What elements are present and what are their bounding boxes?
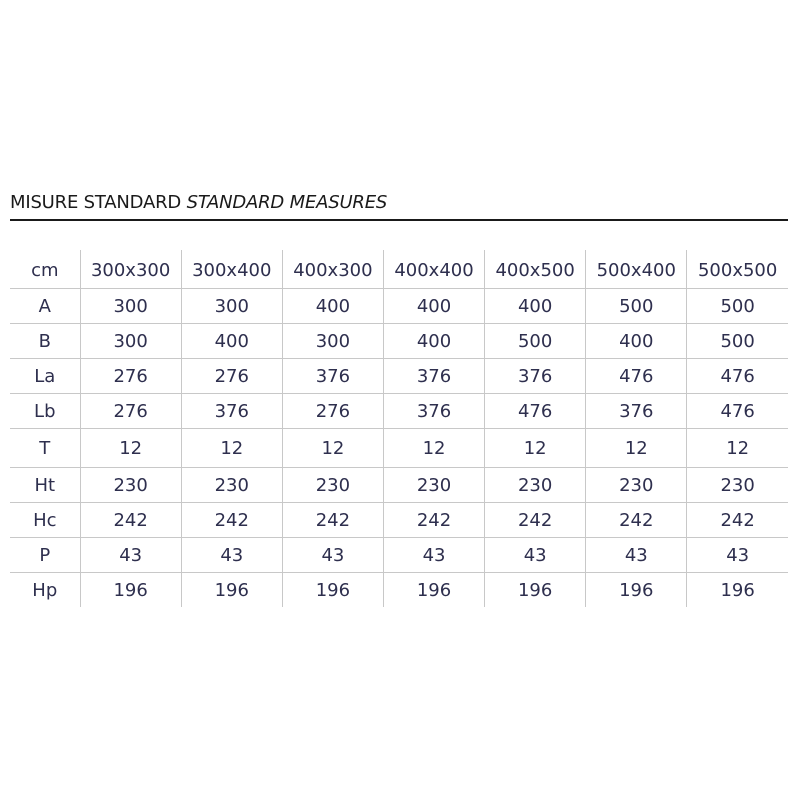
value-cell: 476: [586, 359, 687, 394]
size-header-cell: 400x400: [383, 250, 484, 289]
value-cell: 400: [181, 324, 282, 359]
row-label-cell: T: [10, 429, 80, 468]
value-cell: 230: [485, 468, 586, 503]
value-cell: 500: [485, 324, 586, 359]
value-cell: 196: [282, 573, 383, 608]
value-cell: 230: [383, 468, 484, 503]
value-cell: 242: [586, 503, 687, 538]
value-cell: 242: [383, 503, 484, 538]
value-cell: 300: [80, 324, 181, 359]
value-cell: 12: [181, 429, 282, 468]
value-cell: 276: [80, 359, 181, 394]
row-label-cell: B: [10, 324, 80, 359]
size-header-cell: 400x500: [485, 250, 586, 289]
row-label-cell: Ht: [10, 468, 80, 503]
value-cell: 376: [282, 359, 383, 394]
table-row: [10, 324, 788, 359]
value-cell: 300: [282, 324, 383, 359]
table-row: [10, 538, 788, 573]
value-cell: 242: [687, 503, 788, 538]
row-label-cell: Lb: [10, 394, 80, 429]
size-header-cell: 400x300: [282, 250, 383, 289]
value-cell: 500: [687, 289, 788, 324]
value-cell: 12: [80, 429, 181, 468]
value-cell: 12: [383, 429, 484, 468]
measures-table: [10, 250, 788, 607]
row-label-cell: A: [10, 289, 80, 324]
value-cell: 400: [485, 289, 586, 324]
value-cell: 476: [687, 359, 788, 394]
row-label-cell: Hc: [10, 503, 80, 538]
value-cell: 376: [181, 394, 282, 429]
value-cell: 476: [687, 394, 788, 429]
value-cell: 196: [687, 573, 788, 608]
table-row: [10, 394, 788, 429]
value-cell: 43: [586, 538, 687, 573]
value-cell: 242: [181, 503, 282, 538]
value-cell: 242: [485, 503, 586, 538]
heading-rule: [10, 219, 788, 221]
value-cell: 43: [485, 538, 586, 573]
value-cell: 12: [687, 429, 788, 468]
value-cell: 376: [485, 359, 586, 394]
value-cell: 196: [383, 573, 484, 608]
value-cell: 500: [586, 289, 687, 324]
value-cell: 242: [282, 503, 383, 538]
value-cell: 400: [586, 324, 687, 359]
value-cell: 230: [181, 468, 282, 503]
table-row: [10, 429, 788, 468]
value-cell: 230: [687, 468, 788, 503]
value-cell: 230: [282, 468, 383, 503]
value-cell: 196: [181, 573, 282, 608]
unit-header-cell: cm: [10, 250, 80, 289]
value-cell: 12: [586, 429, 687, 468]
size-header-cell: 300x400: [181, 250, 282, 289]
value-cell: 12: [282, 429, 383, 468]
value-cell: 242: [80, 503, 181, 538]
value-cell: 230: [80, 468, 181, 503]
value-cell: 300: [80, 289, 181, 324]
value-cell: 43: [181, 538, 282, 573]
value-cell: 196: [80, 573, 181, 608]
section-heading: [10, 192, 387, 213]
value-cell: 400: [383, 324, 484, 359]
value-cell: 376: [383, 359, 484, 394]
value-cell: 476: [485, 394, 586, 429]
value-cell: 196: [485, 573, 586, 608]
row-label-cell: Hp: [32, 579, 58, 601]
value-cell: 300: [181, 289, 282, 324]
value-cell: 12: [485, 429, 586, 468]
size-header-cell: 500x400: [586, 250, 687, 289]
value-cell: 376: [383, 394, 484, 429]
value-cell: 43: [383, 538, 484, 573]
heading-italic: STANDARD MEASURES: [186, 192, 388, 213]
value-cell: 230: [586, 468, 687, 503]
value-cell: 43: [687, 538, 788, 573]
size-header-cell: 300x300: [80, 250, 181, 289]
row-label-cell: La: [10, 359, 80, 394]
table-row: [10, 503, 788, 538]
table-header-row: [10, 250, 788, 289]
table-row: [10, 359, 788, 394]
value-cell: 43: [282, 538, 383, 573]
value-cell: 196: [586, 573, 687, 608]
value-cell: 276: [181, 359, 282, 394]
table-row: [10, 468, 788, 503]
row-label-cell: P: [10, 538, 80, 573]
value-cell: 376: [586, 394, 687, 429]
table-row: [10, 573, 788, 608]
value-cell: 500: [687, 324, 788, 359]
value-cell: 43: [80, 538, 181, 573]
size-header-cell: 500x500: [687, 250, 788, 289]
value-cell: 400: [383, 289, 484, 324]
value-cell: 276: [282, 394, 383, 429]
value-cell: 276: [80, 394, 181, 429]
heading-bold: MISURE STANDARD: [10, 192, 182, 213]
table-row: [10, 289, 788, 324]
value-cell: 400: [282, 289, 383, 324]
